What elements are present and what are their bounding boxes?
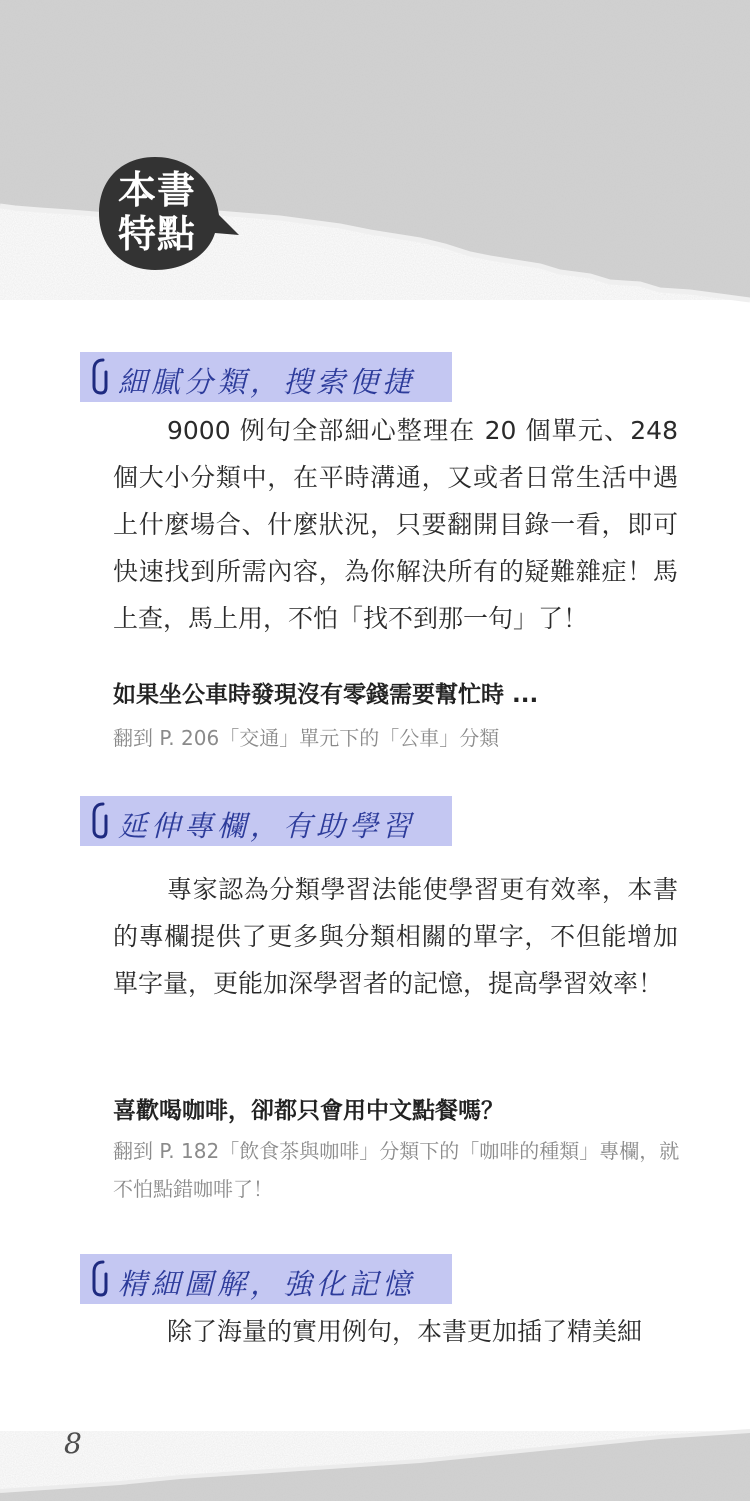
section-heading-2 — [80, 796, 452, 846]
section-heading-1 — [80, 352, 452, 402]
body-paragraph: 9000 例句全部細心整理在 20 個單元、248 個大小分類中，在平時溝通，又或者日常生活中遇上什麼場合、什麼狀況，只要翻開目錄一看，即可快速找到所需內容，為你解決所有的疑難雜症！馬上查，馬上用，不怕「找不到那一句」了！ — [113, 416, 678, 633]
section-body-1 — [113, 407, 678, 642]
page-number: 8 — [64, 1427, 82, 1460]
badge-line-1: 本書 — [118, 168, 197, 212]
paperclip-icon — [88, 356, 110, 396]
section-body-3 — [113, 1308, 678, 1355]
paperclip-icon — [88, 800, 110, 840]
example-question-2: 喜歡喝咖啡，卻都只會用中文點餐嗎？ — [113, 1098, 504, 1124]
section-title: 細膩分類，搜索便捷 — [118, 365, 416, 399]
section-title: 延伸專欄，有助學習 — [118, 809, 416, 843]
badge-title — [118, 168, 218, 256]
example-hint-1: 翻到 P. 206「交通」單元下的「公車」分類 — [113, 726, 500, 750]
section-title: 精細圖解，強化記憶 — [118, 1267, 416, 1301]
example-hint-2: 翻到 P. 182「飲食茶與咖啡」分類下的「咖啡的種類」專欄，就不怕點錯咖啡了！ — [113, 1139, 680, 1201]
torn-paper-footer — [0, 1421, 750, 1501]
section-body-2 — [113, 866, 678, 1007]
section-heading-3 — [80, 1254, 452, 1304]
example-question-1: 如果坐公車時發現沒有零錢需要幫忙時 ... — [113, 682, 539, 708]
badge-line-2: 特點 — [118, 212, 197, 256]
body-paragraph: 除了海量的實用例句，本書更加插了精美細 — [167, 1317, 643, 1346]
body-paragraph: 專家認為分類學習法能使學習更有效率，本書的專欄提供了更多與分類相關的單字，不但能增加單字量，更能加深學習者的記憶，提高學習效率！ — [113, 875, 678, 998]
paperclip-icon — [88, 1258, 110, 1298]
